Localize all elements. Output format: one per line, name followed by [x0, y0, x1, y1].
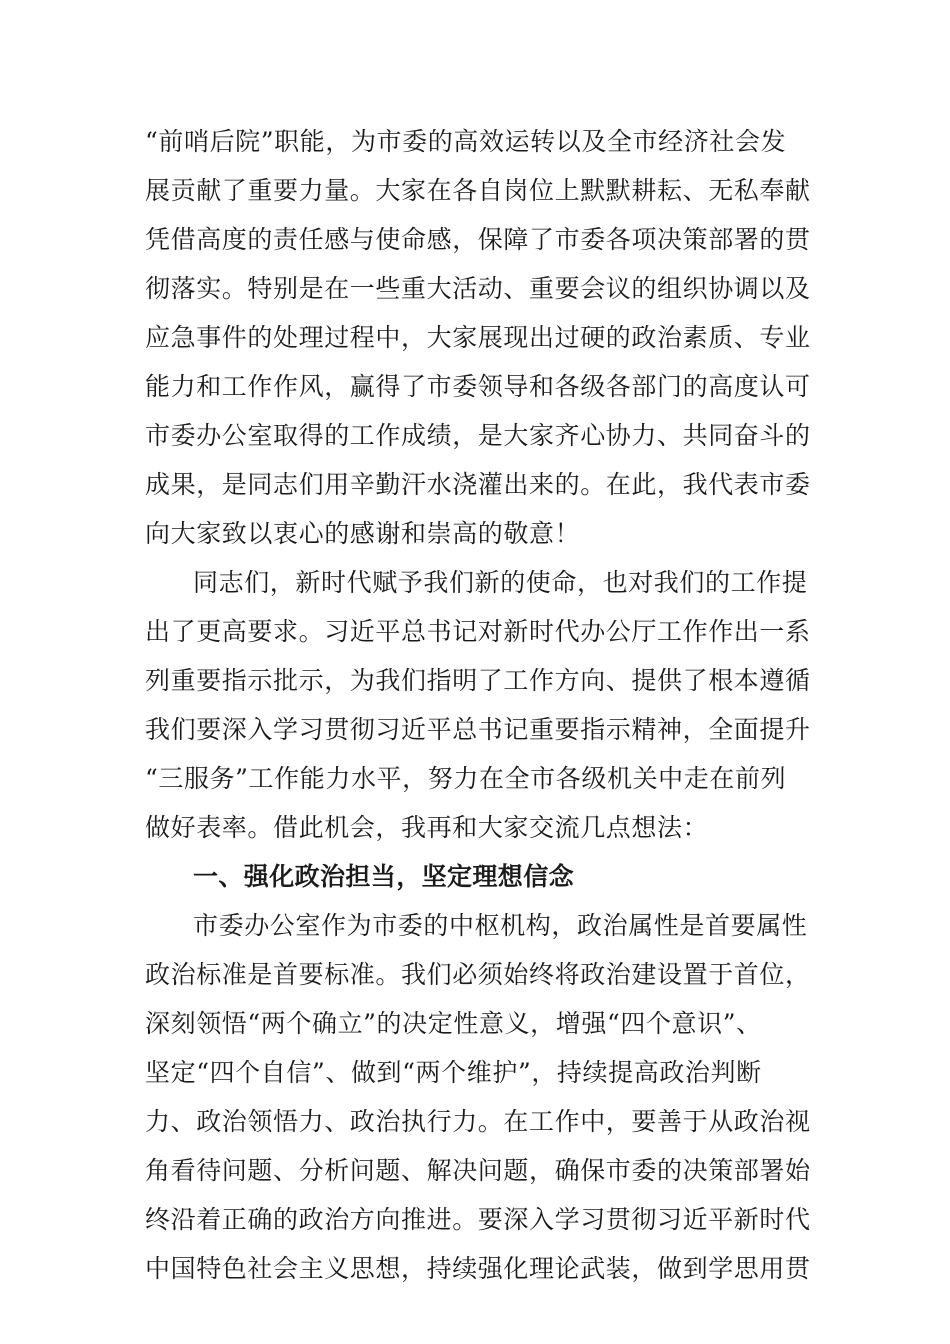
text-line: 出了更高要求。习近平总书记对新时代办公厅工作作出一系	[145, 617, 811, 646]
text-line: “前哨后院”职能，为市委的高效运转以及全市经济社会发	[145, 127, 787, 156]
text-line: 做好表率。借此机会，我再和大家交流几点想法：	[145, 813, 709, 842]
text-line: 角看待问题、分析问题、解决问题，确保市委的决策部署始	[145, 1156, 811, 1185]
text-line: 政治标准是首要标准。我们必须始终将政治建设置于首位，	[145, 960, 811, 989]
text-line: 能力和工作作风，赢得了市委领导和各级各部门的高度认可	[145, 372, 811, 401]
text-line: 中国特色社会主义思想，持续强化理论武装，做到学思用贯	[145, 1254, 811, 1283]
document-body	[145, 117, 835, 1293]
text-line: 展贡献了重要力量。大家在各自岗位上默默耕耘、无私奉献	[145, 176, 811, 205]
text-line: 凭借高度的责任感与使命感，保障了市委各项决策部署的贯	[145, 225, 811, 254]
text-line: 彻落实。特别是在一些重大活动、重要会议的组织协调以及	[145, 274, 811, 303]
paragraph-start-line: 同志们，新时代赋予我们新的使命，也对我们的工作提	[193, 568, 808, 597]
text-line: 应急事件的处理过程中，大家展现出过硬的政治素质、专业	[145, 323, 811, 352]
section-heading: 一、强化政治担当，坚定理想信念	[193, 862, 575, 891]
text-line: 坚定“四个自信”、做到“两个维护”，持续提高政治判断	[145, 1058, 762, 1087]
text-line: 力、政治领悟力、政治执行力。在工作中，要善于从政治视	[145, 1107, 811, 1136]
text-line: 终沿着正确的政治方向推进。要深入学习贯彻习近平新时代	[145, 1205, 811, 1234]
text-line: “三服务”工作能力水平，努力在全市各级机关中走在前列	[145, 764, 787, 793]
text-line: 列重要指示批示，为我们指明了工作方向、提供了根本遵循	[145, 666, 811, 695]
text-line: 向大家致以衷心的感谢和崇高的敬意！	[145, 519, 581, 548]
text-line: 深刻领悟“两个确立”的决定性意义，增强“四个意识”、	[145, 1009, 762, 1038]
paragraph-start-line: 市委办公室作为市委的中枢机构，政治属性是首要属性	[193, 911, 808, 940]
text-line: 我们要深入学习贯彻习近平总书记重要指示精神，全面提升	[145, 715, 811, 744]
text-line: 市委办公室取得的工作成绩，是大家齐心协力、共同奋斗的	[145, 421, 811, 450]
text-line: 成果，是同志们用辛勤汗水浇灌出来的。在此，我代表市委	[145, 470, 811, 499]
